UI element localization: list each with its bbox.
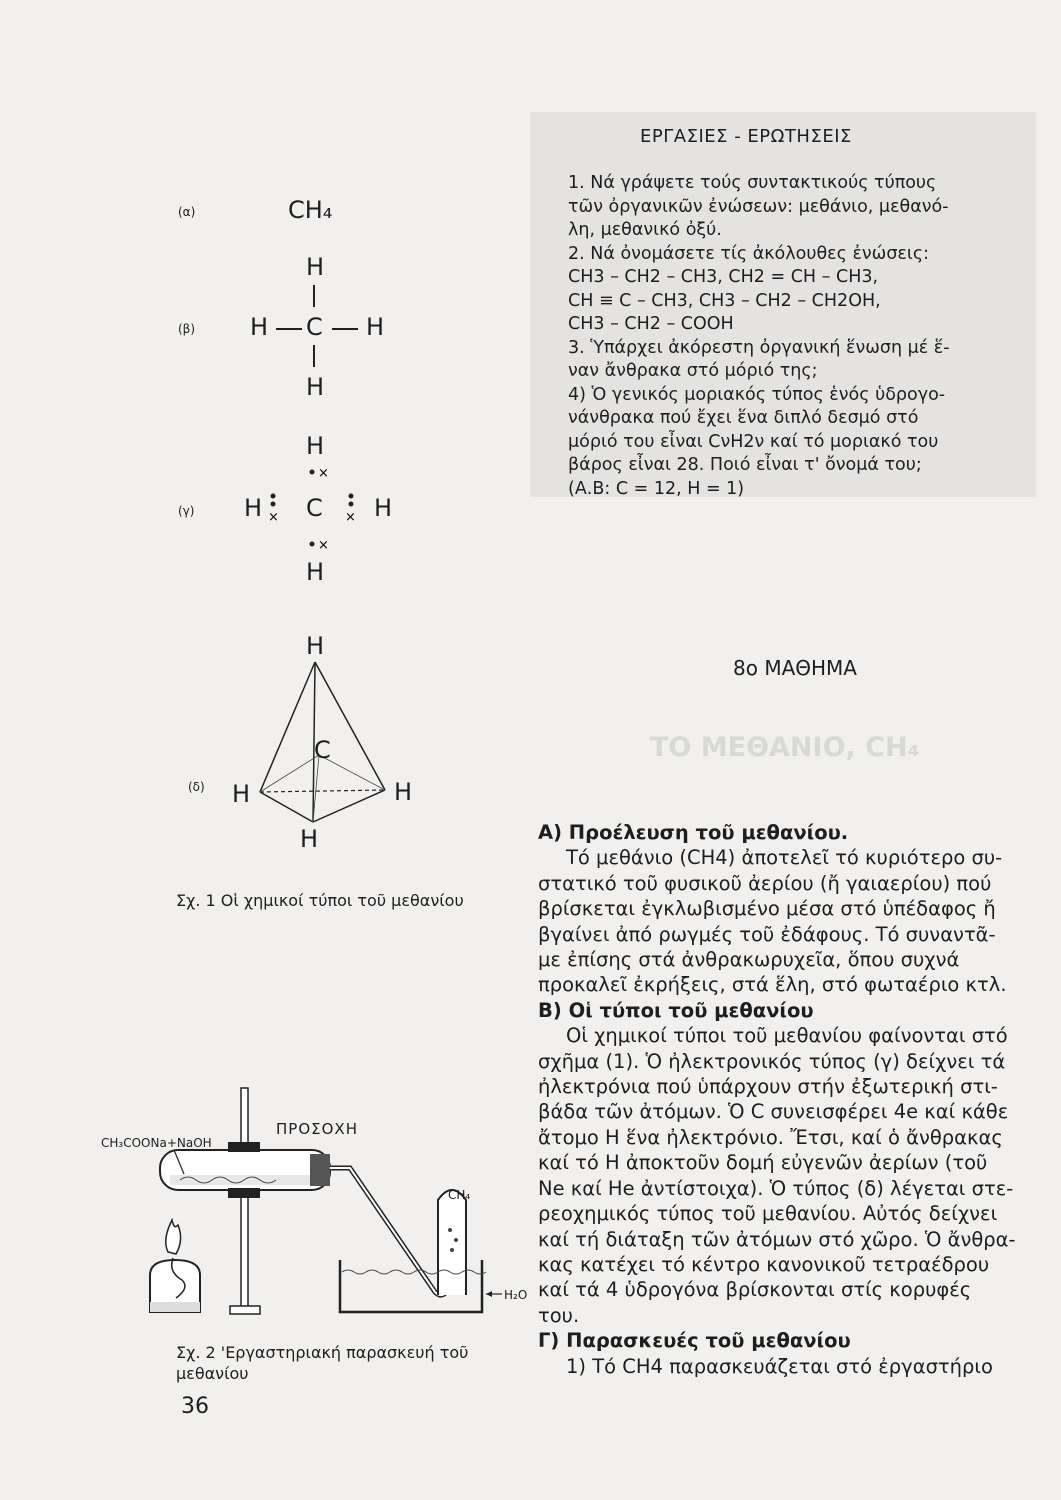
exercise-line: 2. Νά ὀνομάσετε τίς ἀκόλουθες ἐνώσεις: [568,243,929,264]
atom-c: C [306,313,323,341]
body-line: βγαίνει ἀπό ρωγμές τοῦ ἐδάφους. Τό συναντᾶ- [538,922,996,946]
main-text [538,820,1024,1379]
figure2-caption [176,1342,468,1384]
atom-h: H [306,373,325,401]
bond-line [313,345,315,367]
svg-text:×: × [345,510,356,525]
water-label: H₂O [504,1288,528,1302]
exercise-line: 4) Ὁ γενικός μοριακός τύπος ἑνός ὑδρογο- [568,384,946,405]
atom-h: H [306,432,325,460]
atom-h: H [306,253,325,281]
body-line: κας κατέχει τό κέντρο κανονικοῦ τετραέδρου [538,1252,990,1276]
exercise-line: τῶν ὀργανικῶν ἐνώσεων: μεθάνιο, μεθανό- [568,196,949,217]
body-line: βρίσκεται ἐγκλωβισμένο μέσα στό ὑπέδαφος ἤ [538,897,996,921]
bond-line [332,328,358,330]
bond-line [313,285,315,307]
body-line: με ἐπίσης στά ἀνθρακωρυχεῖα, ὅπου συχνά [538,948,960,972]
svg-text:×: × [318,466,329,481]
body-line: καί τή διάταξη τῶν ἀτόμων στό χῶρο. Ὁ ἄνθρα- [538,1227,1016,1251]
exercise-line: (Α.Β: C = 12, H = 1) [568,478,745,499]
body-line: Ne καί He ἀντίστοιχα). Ὁ τύπος (δ) λέγεται στε- [538,1176,1014,1200]
body-line: ρεοχημικός τύπος τοῦ μεθανίου. Αὐτός δείχνει [538,1202,998,1226]
label-c: (γ) [178,504,195,518]
body-line: ἠλεκτρόνια πού ὑπάρχουν στήν ἐξωτερική στι- [538,1075,998,1099]
atom-c: C [314,736,331,764]
warning-label: ΠΡΟΣΟΧΗ [276,1120,358,1138]
body-line: Οἱ χημικοί τύποι τοῦ μεθανίου φαίνονται στό [566,1024,1008,1048]
exercises-title: ΕΡΓΑΣΙΕΣ - ΕΡΩΤΗΣΕΙΣ [640,126,852,147]
svg-text:×: × [268,510,279,525]
reagent-label: CH₃COONa+NaOH [101,1136,212,1150]
atom-h: H [250,313,269,341]
body-line: καί τά 4 ὑδρογόνα βρίσκονται στίς κορυφές [538,1278,972,1302]
atom-h: H [366,313,385,341]
atom-h: H [374,494,393,522]
exercises-text [568,172,973,501]
exercise-line: μόριό του εἶναι CνH2ν καί τό μοριακό του [568,431,939,452]
label-d: (δ) [188,780,205,794]
body-line: ἄτομο Η ἕνα ἠλεκτρόνιο. Ἔτσι, καί ὁ ἄνθρακας [538,1125,1003,1149]
bond-line [276,328,302,330]
exercise-line: CH ≡ C – CH3, CH3 – CH2 – CH2OH, [568,290,881,311]
body-line: του. [538,1303,580,1327]
chapter-title: ΤΟ ΜΕΘΑΝΙΟ, CH₄ [650,732,920,763]
atom-h: H [232,780,251,808]
section-b-heading: Β) Οἱ τύποι τοῦ μεθανίου [538,998,814,1022]
body-line: καί τό Η ἀποκτοῦν δομή εὐγενῶν ἀερίων (τοῦ [538,1151,988,1175]
label-b: (β) [178,322,196,336]
atom-h: H [306,558,325,586]
body-line: 1) Τό CH4 παρασκευάζεται στό ἐργαστήριο [566,1354,993,1378]
exercise-line: βάρος εἶναι 28. Ποιό εἶναι τ' ὄνομά του; [568,455,922,475]
formula-a: CH₄ [288,196,333,224]
svg-text:×: × [318,538,329,553]
section-a-heading: Α) Προέλευση τοῦ μεθανίου. [538,821,849,844]
exercise-line: ναν ἄνθρακα στό μόριό της; [568,361,818,381]
figure1-caption: Σχ. 1 Οἱ χημικοί τύποι τοῦ μεθανίου [176,891,464,910]
atom-c: C [306,494,323,522]
exercise-line: CH3 – CH2 – COOH [568,314,734,334]
atom-h: H [300,825,319,853]
body-line: προκαλεῖ ἐκρήξεις, στά ἕλη, στό φωταέριο κτλ. [538,973,1007,997]
atom-h: H [306,632,325,660]
body-line: σχῆμα (1). Ὁ ἠλεκτρονικός τύπος (γ) δείχνει τά [538,1049,1006,1073]
lesson-title: 8ο ΜΑΘΗΜΑ [733,656,857,680]
label-a: (α) [178,205,196,219]
exercise-line: λη, μεθανικό ὀξύ. [568,220,722,240]
caption-line: Σχ. 2 'Εργαστηριακή παρασκευή τοῦ [176,1343,469,1362]
atom-h: H [244,494,263,522]
exercise-line: 1. Νά γράψετε τούς συντακτικούς τύπους [568,173,937,193]
exercise-line: CH3 – CH2 – CH3, CH2 = CH – CH3, [568,267,879,287]
page-number: 36 [181,1394,209,1419]
gas-label: CH₄ [448,1188,471,1202]
body-line: βάδα τῶν ἀτόμων. Ὁ C συνεισφέρει 4e καί κάθε [538,1100,1009,1124]
body-line: στατικό τοῦ φυσικοῦ ἀερίου (ἤ γαιαερίου) πού [538,871,992,895]
section-c-heading: Γ) Παρασκευές τοῦ μεθανίου [538,1329,851,1353]
caption-line: μεθανίου [176,1364,249,1383]
electron-dots [240,460,400,560]
body-line: Τό μεθάνιο (CH4) ἀποτελεῖ τό κυριότερο συ- [566,846,1003,870]
exercise-line: νάνθρακα πού ἔχει ἕνα διπλό δεσμό στό [568,408,919,428]
exercise-line: 3. Ὑπάρχει ἀκόρεστη ὀργανική ἕνωση μέ ἕ- [568,337,950,358]
atom-h: H [394,778,413,806]
